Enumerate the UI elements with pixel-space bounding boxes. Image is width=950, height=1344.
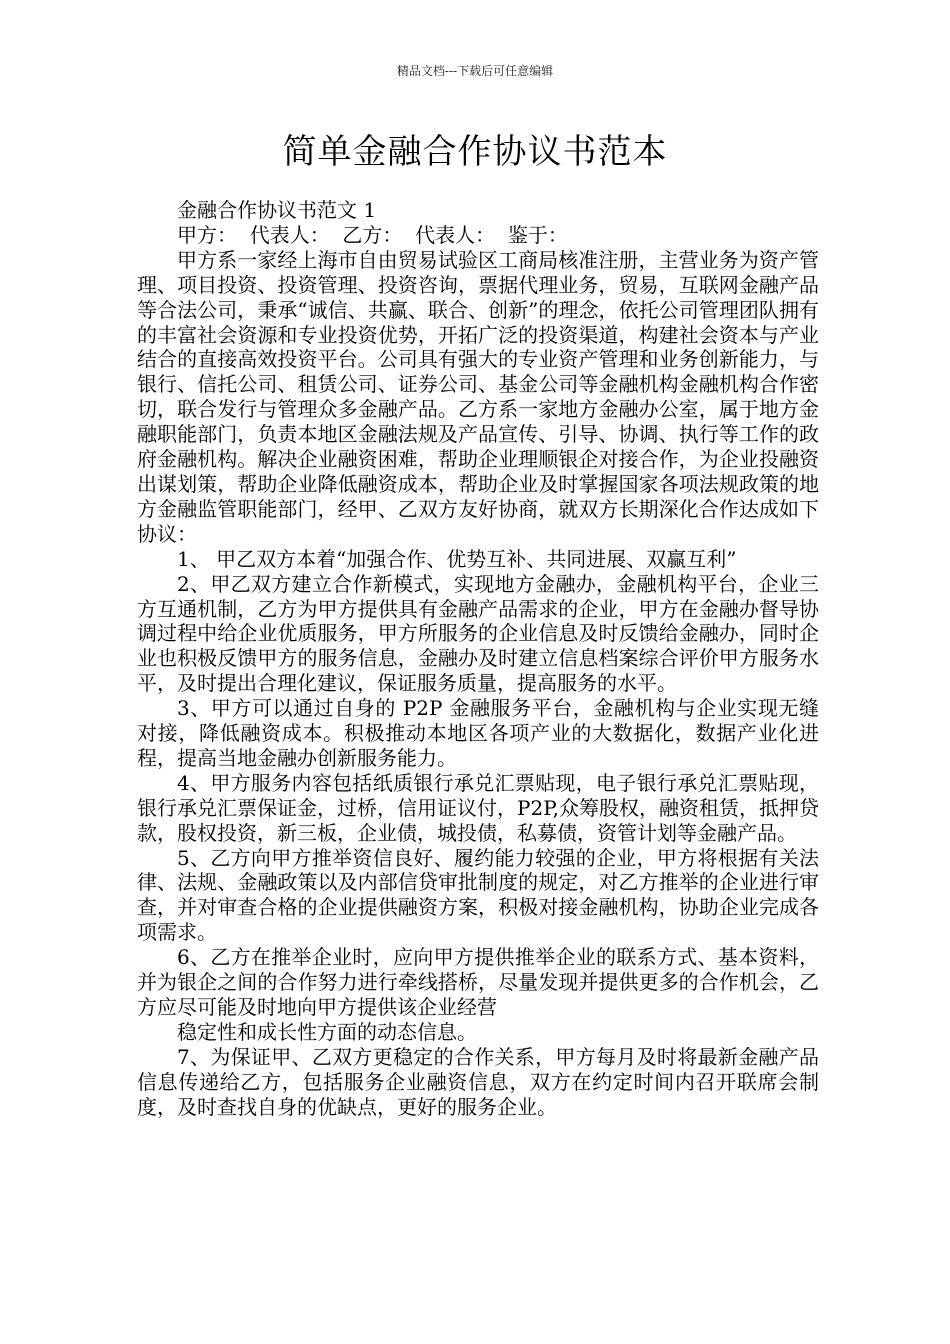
clause-6-continued: 稳定性和成长性方面的动态信息。 — [177, 1019, 477, 1044]
document-subtitle: 金融合作协议书范文 1 — [177, 198, 377, 222]
clause-1: 1、 甲乙双方本着“加强合作、优势互补、共同进展、双赢互利” — [177, 546, 737, 571]
clause-3: 3、甲方可以通过自身的 P2P 金融服务平台，金融机构与企业实现无缝对接，降低融资成本。积极推动本地区各项产业的大数据化，数据产业化进程，提高当地金融办创新服务能力。 — [137, 696, 819, 770]
intro-paragraph: 甲方系一家经上海市自由贸易试验区工商局核准注册，主营业务为资产管理、项目投资、投资管理、投资咨询，票据代理业务，贸易，互联网金融产品等合法公司，秉承“诚信、共赢、联合、创新”的理念，依托公司管理团队拥有的丰富社会资源和专业投资优势，开拓广泛的投资渠道，构建社会资本与产业结合的直接高效投资平台。公司具有强大的专业资产管理和业务创新能力，与银行、信托公司、租赁公司、证券公司、基金公司等金融机构金融机构合作密切，联合发行与管理众多金融产品。乙方系一家地方金融办公室，属于地方金融职能部门，负责本地区金融法规及产品宣传、引导、协调、执行等工作的政府金融机构。解决企业融资困难，帮助企业理顺银企对接合作，为企业投融资出谋划策，帮助企业降低融资成本，帮助企业及时掌握国家各项法规政策的地方金融监管职能部门，经甲、乙双方友好协商，就双方长期深化合作达成如下协议： — [137, 247, 819, 546]
page-header: 精品文档---下载后可任意编辑 — [396, 64, 554, 78]
document-body — [137, 198, 819, 1120]
clause-5: 5、乙方向甲方推举资信良好、履约能力较强的企业，甲方将根据有关法律、法规、金融政策以及内部信贷审批制度的规定，对乙方推举的企业进行审查，并对审查合格的企业提供融资方案，积极对接金融机构，协助企业完成各项需求。 — [137, 845, 819, 945]
document-title: 简单金融合作协议书范本 — [282, 132, 668, 172]
clause-6: 6、乙方在推举企业时，应向甲方提供推举企业的联系方式、基本资料，并为银企之间的合作努力进行牵线搭桥，尽量发现并提供更多的合作机会，乙方应尽可能及时地向甲方提供该企业经营 — [137, 945, 819, 1019]
clause-2: 2、甲乙双方建立合作新模式，实现地方金融办，金融机构平台，企业三方互通机制，乙方为甲方提供具有金融产品需求的企业，甲方在金融办督导协调过程中给企业优质服务，甲方所服务的企业信息及时反馈给金融办，同时企业也积极反馈甲方的服务信息，金融办及时建立信息档案综合评价甲方服务水平，及时提出合理化建议，保证服务质量，提高服务的水平。 — [137, 571, 819, 696]
parties-line: 甲方： 代表人： 乙方： 代表人： 鉴于： — [177, 222, 568, 247]
clause-4: 4、甲方服务内容包括纸质银行承兑汇票贴现，电子银行承兑汇票贴现，银行承兑汇票保证金，过桥，信用证议付，P2P,众筹股权，融资租赁，抵押贷款，股权投资，新三板，企业债，城投债，私募债，资管计划等金融产品。 — [137, 770, 819, 845]
clause-7: 7、为保证甲、乙双方更稳定的合作关系，甲方每月及时将最新金融产品信息传递给乙方，包括服务企业融资信息，双方在约定时间内召开联席会制度，及时查找自身的优缺点，更好的服务企业。 — [137, 1044, 819, 1119]
